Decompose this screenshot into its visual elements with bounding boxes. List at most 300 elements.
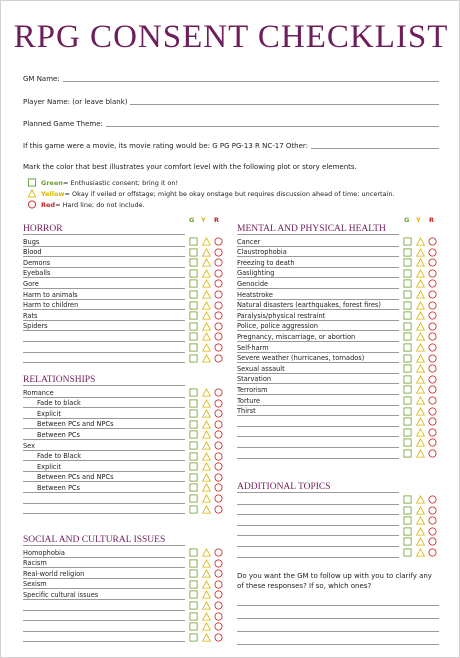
section-title-horror: HORROR	[23, 224, 185, 235]
item-label: Starvation	[237, 375, 272, 384]
gm-name-label: GM Name:	[23, 75, 60, 83]
yellow-triangle-icon[interactable]	[202, 580, 211, 589]
green-checkbox-icon[interactable]	[403, 279, 412, 288]
green-checkbox-icon[interactable]	[189, 622, 198, 631]
yellow-triangle-icon[interactable]	[202, 622, 211, 631]
red-circle-icon[interactable]	[428, 290, 437, 299]
green-checkbox-icon[interactable]	[189, 301, 198, 310]
yellow-triangle-icon[interactable]	[416, 385, 425, 394]
legend-green-word: Green	[41, 178, 63, 187]
green-checkbox-icon[interactable]	[189, 559, 198, 568]
red-circle-icon[interactable]	[428, 428, 437, 437]
red-circle-icon[interactable]	[428, 417, 437, 426]
yellow-triangle-icon[interactable]	[202, 505, 211, 514]
theme-line[interactable]	[106, 126, 439, 127]
item-label: Romance	[23, 388, 54, 397]
item-label: Pregnancy, miscarriage, or abortion	[237, 332, 356, 341]
yellow-triangle-icon[interactable]	[202, 343, 211, 352]
green-checkbox-icon[interactable]	[189, 473, 198, 482]
yellow-triangle-icon[interactable]	[202, 494, 211, 503]
yellow-triangle-icon[interactable]	[416, 269, 425, 278]
yellow-triangle-icon[interactable]	[202, 441, 211, 450]
red-circle-icon[interactable]	[214, 332, 223, 341]
item-label: Gore	[23, 279, 39, 288]
yellow-triangle-icon[interactable]	[202, 269, 211, 278]
item-label: Gaslighting	[237, 269, 275, 278]
checklist-row	[23, 310, 228, 321]
checklist-row	[237, 310, 442, 321]
yellow-triangle-icon[interactable]	[416, 527, 425, 536]
item-label: Claustrophobia	[237, 248, 287, 257]
checklist-row	[23, 632, 228, 643]
green-checkbox-icon[interactable]	[403, 385, 412, 394]
green-checkbox-icon[interactable]	[403, 537, 412, 546]
item-label: Heatstroke	[237, 290, 273, 299]
green-checkbox-icon[interactable]	[403, 258, 412, 267]
red-circle-icon[interactable]	[214, 248, 223, 257]
checklist-row	[237, 547, 442, 558]
red-circle-icon[interactable]	[214, 462, 223, 471]
item-label: Bugs	[23, 237, 40, 246]
red-circle-icon[interactable]	[428, 527, 437, 536]
item-label: Eyeballs	[23, 269, 51, 278]
green-checkbox-icon[interactable]	[189, 633, 198, 642]
item-label: Sex	[23, 441, 36, 450]
item-label: Spiders	[23, 322, 48, 331]
followup-line[interactable]	[237, 644, 439, 645]
item-label: Between PCs	[37, 483, 80, 492]
red-circle-icon[interactable]	[428, 311, 437, 320]
green-checkbox-icon[interactable]	[189, 548, 198, 557]
green-checkbox-icon[interactable]	[403, 332, 412, 341]
green-checkbox-icon[interactable]	[403, 516, 412, 525]
yellow-triangle-icon[interactable]	[416, 396, 425, 405]
row-write-line[interactable]	[23, 641, 185, 642]
item-label: Paralysis/physical restraint	[237, 311, 326, 320]
checklist-row	[23, 247, 228, 258]
red-circle-icon[interactable]	[214, 483, 223, 492]
green-checkbox-icon[interactable]	[189, 388, 198, 397]
red-circle-icon[interactable]	[428, 269, 437, 278]
green-checkbox-icon[interactable]	[189, 399, 198, 408]
red-circle-icon[interactable]	[428, 332, 437, 341]
red-circle-icon[interactable]	[214, 343, 223, 352]
item-label: Torture	[237, 396, 261, 405]
red-circle-icon[interactable]	[428, 279, 437, 288]
yellow-triangle-icon[interactable]	[202, 332, 211, 341]
yellow-triangle-icon[interactable]	[416, 322, 425, 331]
red-circle-icon[interactable]	[214, 237, 223, 246]
red-circle-icon[interactable]	[214, 269, 223, 278]
green-checkbox-icon[interactable]	[189, 452, 198, 461]
green-checkbox-icon[interactable]	[189, 462, 198, 471]
green-checkbox-icon[interactable]	[403, 417, 412, 426]
green-checkbox-icon[interactable]	[189, 332, 198, 341]
green-checkbox-icon[interactable]	[403, 375, 412, 384]
yellow-triangle-icon[interactable]	[202, 430, 211, 439]
item-label: Self-harm	[237, 343, 269, 352]
checklist-row	[237, 505, 442, 516]
yellow-triangle-icon[interactable]	[202, 590, 211, 599]
green-checkbox-icon[interactable]	[189, 409, 198, 418]
green-checkbox-icon[interactable]	[403, 269, 412, 278]
checklist-row	[23, 429, 228, 440]
checklist-row	[23, 568, 228, 579]
player-name-field[interactable]	[23, 98, 439, 106]
item-label: Cancer	[237, 237, 261, 246]
checklist-row	[23, 504, 228, 515]
followup-question: Do you want the GM to follow up with you to clarify any of these responses? If so, which ones?	[237, 572, 432, 590]
green-checkbox-icon[interactable]	[403, 449, 412, 458]
legend-green-text: = Enthusiastic consent; bring it on!	[63, 178, 179, 187]
checklist-row	[237, 331, 442, 342]
gyr-y-right: Y	[416, 216, 421, 224]
red-circle-icon[interactable]	[428, 495, 437, 504]
yellow-triangle-icon[interactable]	[202, 452, 211, 461]
checklist-row	[237, 494, 442, 505]
row-write-line[interactable]	[237, 557, 399, 558]
green-checkbox-icon[interactable]	[403, 290, 412, 299]
red-circle-icon[interactable]	[428, 237, 437, 246]
item-label: Genocide	[237, 279, 269, 288]
red-circle-icon[interactable]	[428, 407, 437, 416]
green-checkbox-icon[interactable]	[189, 354, 198, 363]
green-checkbox-icon[interactable]	[189, 343, 198, 352]
green-checkbox-icon[interactable]	[403, 311, 412, 320]
green-checkbox-icon[interactable]	[189, 590, 198, 599]
item-label: Sexual assault	[237, 364, 285, 373]
rating-field[interactable]	[23, 142, 439, 150]
item-label: Freezing to death	[237, 258, 295, 267]
yellow-triangle-icon[interactable]	[416, 449, 425, 458]
yellow-triangle-icon[interactable]	[202, 409, 211, 418]
item-label: Specific cultural issues	[23, 590, 99, 599]
green-checkbox-icon[interactable]	[403, 438, 412, 447]
item-label: Harm to children	[23, 301, 79, 310]
item-label: Between PCs	[37, 430, 80, 439]
yellow-triangle-icon[interactable]	[416, 332, 425, 341]
green-checkbox-icon[interactable]	[403, 495, 412, 504]
green-checkbox-icon[interactable]	[403, 301, 412, 310]
red-circle-icon[interactable]	[214, 441, 223, 450]
yellow-triangle-icon[interactable]	[202, 612, 211, 621]
green-checkbox-icon[interactable]	[403, 237, 412, 246]
red-circle-icon[interactable]	[428, 375, 437, 384]
yellow-triangle-icon[interactable]	[416, 506, 425, 515]
yellow-triangle-icon[interactable]	[416, 548, 425, 557]
yellow-triangle-icon[interactable]	[202, 248, 211, 257]
green-checkbox-icon[interactable]	[189, 494, 198, 503]
green-checkbox-icon[interactable]	[403, 364, 412, 373]
green-checkbox-icon[interactable]	[189, 601, 198, 610]
checklist-row	[237, 395, 442, 406]
checklist-row	[23, 257, 228, 268]
yellow-triangle-icon[interactable]	[416, 438, 425, 447]
checklist-row	[23, 236, 228, 247]
red-circle-icon[interactable]	[214, 311, 223, 320]
gyr-g-left: G	[189, 216, 195, 224]
yellow-triangle-icon[interactable]	[202, 354, 211, 363]
red-circle-icon[interactable]	[428, 248, 437, 257]
followup-line[interactable]	[237, 618, 439, 619]
row-write-line[interactable]	[23, 513, 185, 514]
checklist-row	[237, 278, 442, 289]
red-circle-icon[interactable]	[214, 430, 223, 439]
red-circle-icon[interactable]	[428, 438, 437, 447]
green-square-icon	[27, 178, 37, 187]
page-title: RPG CONSENT CHECKLIST	[13, 19, 449, 55]
red-circle-icon[interactable]	[214, 399, 223, 408]
green-checkbox-icon[interactable]	[189, 441, 198, 450]
gm-name-field[interactable]	[23, 75, 439, 83]
green-checkbox-icon[interactable]	[189, 612, 198, 621]
checklist-row	[237, 353, 442, 364]
checklist-row	[237, 236, 442, 247]
item-label: Between PCs and NPCs	[37, 473, 114, 482]
yellow-triangle-icon[interactable]	[416, 248, 425, 257]
checklist-row	[23, 398, 228, 409]
checklist-row	[237, 342, 442, 353]
yellow-triangle-icon[interactable]	[416, 279, 425, 288]
yellow-triangle-icon[interactable]	[416, 290, 425, 299]
item-label: Harm to animals	[23, 290, 78, 299]
section-title-additional: ADDITIONAL TOPICS	[237, 482, 399, 493]
red-circle-icon[interactable]	[428, 396, 437, 405]
checklist-row	[237, 321, 442, 332]
green-checkbox-icon[interactable]	[189, 279, 198, 288]
red-circle-icon[interactable]	[214, 633, 223, 642]
red-circle-icon[interactable]	[214, 612, 223, 621]
green-checkbox-icon[interactable]	[403, 396, 412, 405]
red-circle-icon[interactable]	[428, 343, 437, 352]
rating-line[interactable]	[311, 148, 439, 149]
followup-line[interactable]	[237, 631, 439, 632]
yellow-triangle-icon[interactable]	[202, 301, 211, 310]
yellow-triangle-icon[interactable]	[202, 633, 211, 642]
red-circle-icon[interactable]	[428, 364, 437, 373]
red-circle-icon[interactable]	[428, 322, 437, 331]
red-circle-icon[interactable]	[428, 301, 437, 310]
yellow-triangle-icon[interactable]	[416, 375, 425, 384]
green-checkbox-icon[interactable]	[403, 322, 412, 331]
green-checkbox-icon[interactable]	[403, 428, 412, 437]
item-label: Racism	[23, 559, 47, 568]
checklist-row	[237, 536, 442, 547]
red-circle-icon[interactable]	[214, 494, 223, 503]
yellow-triangle-icon[interactable]	[416, 354, 425, 363]
yellow-triangle-icon[interactable]	[202, 559, 211, 568]
checklist-row	[23, 558, 228, 569]
yellow-triangle-icon[interactable]	[202, 237, 211, 246]
red-circle-icon[interactable]	[428, 548, 437, 557]
green-checkbox-icon[interactable]	[189, 322, 198, 331]
green-checkbox-icon[interactable]	[189, 483, 198, 492]
row-write-line[interactable]	[23, 362, 185, 363]
green-checkbox-icon[interactable]	[189, 248, 198, 257]
red-circle-icon[interactable]	[428, 516, 437, 525]
red-circle-icon[interactable]	[214, 409, 223, 418]
red-circle-icon[interactable]	[214, 290, 223, 299]
gm-name-line[interactable]	[63, 81, 439, 82]
green-checkbox-icon[interactable]	[403, 548, 412, 557]
red-circle-icon[interactable]	[214, 258, 223, 267]
green-checkbox-icon[interactable]	[403, 527, 412, 536]
green-checkbox-icon[interactable]	[189, 311, 198, 320]
red-circle-icon[interactable]	[214, 590, 223, 599]
item-label: Demons	[23, 258, 51, 267]
item-label: Sexism	[23, 580, 47, 589]
yellow-triangle-icon[interactable]	[202, 290, 211, 299]
yellow-triangle-icon[interactable]	[416, 428, 425, 437]
yellow-triangle-icon[interactable]	[416, 537, 425, 546]
red-circle-icon[interactable]	[214, 388, 223, 397]
red-circle-icon[interactable]	[214, 622, 223, 631]
red-circle-icon[interactable]	[428, 258, 437, 267]
green-checkbox-icon[interactable]	[403, 343, 412, 352]
green-checkbox-icon[interactable]	[189, 430, 198, 439]
checklist-row	[23, 353, 228, 364]
item-label: Thirst	[237, 407, 256, 416]
checklist-row	[23, 321, 228, 332]
checklist-row	[237, 416, 442, 427]
red-circle-icon[interactable]	[428, 354, 437, 363]
red-circle-icon[interactable]	[214, 301, 223, 310]
checklist-row	[23, 621, 228, 632]
green-checkbox-icon[interactable]	[189, 269, 198, 278]
yellow-triangle-icon[interactable]	[416, 343, 425, 352]
checklist-row	[23, 493, 228, 504]
checklist-row	[237, 427, 442, 438]
item-label: Severe weather (hurricanes, tornados)	[237, 354, 365, 363]
red-circle-icon[interactable]	[214, 420, 223, 429]
player-name-label: Player Name: (or leave blank)	[23, 98, 128, 106]
green-checkbox-icon[interactable]	[189, 580, 198, 589]
checklist-row	[237, 406, 442, 417]
legend-red-text: = Hard line; do not include.	[55, 200, 145, 209]
yellow-triangle-icon[interactable]	[202, 399, 211, 408]
checklist-row	[23, 331, 228, 342]
green-checkbox-icon[interactable]	[189, 505, 198, 514]
checklist-row	[23, 289, 228, 300]
checklist-row	[237, 437, 442, 448]
yellow-triangle-icon[interactable]	[202, 311, 211, 320]
red-circle-icon[interactable]	[214, 452, 223, 461]
rating-label: If this game were a movie, its movie rating would be: G PG PG-13 R NC-17 Other:	[23, 142, 309, 150]
yellow-triangle-icon[interactable]	[202, 420, 211, 429]
yellow-triangle-icon[interactable]	[416, 516, 425, 525]
section-title-relationships: RELATIONSHIPS	[23, 375, 185, 386]
green-checkbox-icon[interactable]	[403, 407, 412, 416]
red-circle-icon[interactable]	[214, 580, 223, 589]
red-circle-icon[interactable]	[214, 569, 223, 578]
yellow-triangle-icon[interactable]	[202, 483, 211, 492]
yellow-triangle-icon[interactable]	[416, 258, 425, 267]
red-circle-icon[interactable]	[428, 537, 437, 546]
yellow-triangle-icon[interactable]	[416, 407, 425, 416]
red-circle-icon	[27, 200, 37, 209]
yellow-triangle-icon[interactable]	[202, 548, 211, 557]
gyr-g-right: G	[404, 216, 410, 224]
item-label: Rats	[23, 311, 38, 320]
checklist-row	[237, 247, 442, 258]
item-label: Between PCs and NPCs	[37, 420, 114, 429]
checklist-row	[237, 448, 442, 459]
red-circle-icon[interactable]	[214, 354, 223, 363]
checklist-row	[23, 278, 228, 289]
checklist-row	[23, 579, 228, 590]
checklist-row	[237, 374, 442, 385]
red-circle-icon[interactable]	[214, 601, 223, 610]
player-name-line[interactable]	[130, 104, 439, 105]
yellow-triangle-icon[interactable]	[416, 311, 425, 320]
red-circle-icon[interactable]	[428, 449, 437, 458]
yellow-triangle-icon[interactable]	[202, 569, 211, 578]
theme-field[interactable]	[23, 120, 439, 128]
checklist-row	[23, 268, 228, 279]
red-circle-icon[interactable]	[214, 548, 223, 557]
yellow-triangle-icon[interactable]	[416, 417, 425, 426]
item-label: Fade to Black	[37, 452, 82, 461]
followup-line[interactable]	[237, 605, 439, 606]
checklist-row	[23, 611, 228, 622]
yellow-triangle-icon[interactable]	[416, 301, 425, 310]
green-checkbox-icon[interactable]	[403, 248, 412, 257]
checklist-row	[23, 342, 228, 353]
checklist-row	[23, 419, 228, 430]
yellow-triangle-icon[interactable]	[416, 237, 425, 246]
yellow-triangle-icon[interactable]	[202, 462, 211, 471]
checklist-row	[23, 451, 228, 462]
item-label: Natural disasters (earthquakes, forest fires)	[237, 301, 381, 310]
checklist-row	[237, 384, 442, 395]
green-checkbox-icon[interactable]	[189, 569, 198, 578]
red-circle-icon[interactable]	[214, 279, 223, 288]
yellow-triangle-icon[interactable]	[202, 279, 211, 288]
yellow-triangle-icon[interactable]	[202, 388, 211, 397]
yellow-triangle-icon[interactable]	[202, 473, 211, 482]
green-checkbox-icon[interactable]	[403, 506, 412, 515]
item-label: Real-world religion	[23, 569, 85, 578]
gyr-r-left: R	[214, 216, 220, 224]
instruction-text: Mark the color that best illustrates your comfort level with the following plot or story elements.	[23, 163, 357, 171]
red-circle-icon[interactable]	[214, 505, 223, 514]
row-write-line[interactable]	[237, 458, 399, 459]
yellow-triangle-icon[interactable]	[416, 364, 425, 373]
yellow-triangle-icon[interactable]	[202, 601, 211, 610]
green-checkbox-icon[interactable]	[189, 237, 198, 246]
checklist-row	[23, 472, 228, 483]
green-checkbox-icon[interactable]	[403, 354, 412, 363]
red-circle-icon[interactable]	[428, 506, 437, 515]
green-checkbox-icon[interactable]	[189, 290, 198, 299]
yellow-triangle-icon[interactable]	[202, 258, 211, 267]
section-title-social: SOCIAL AND CULTURAL ISSUES	[23, 535, 185, 546]
red-circle-icon[interactable]	[214, 559, 223, 568]
checklist-row	[237, 300, 442, 311]
green-checkbox-icon[interactable]	[189, 258, 198, 267]
red-circle-icon[interactable]	[214, 322, 223, 331]
legend-red-word: Red	[41, 200, 56, 209]
item-label: Homophobia	[23, 548, 65, 557]
red-circle-icon[interactable]	[214, 473, 223, 482]
item-label: Police, police aggression	[237, 322, 318, 331]
green-checkbox-icon[interactable]	[189, 420, 198, 429]
yellow-triangle-icon[interactable]	[416, 495, 425, 504]
item-label: Explicit	[37, 409, 61, 418]
red-circle-icon[interactable]	[428, 385, 437, 394]
yellow-triangle-icon[interactable]	[202, 322, 211, 331]
checklist-row	[237, 526, 442, 537]
